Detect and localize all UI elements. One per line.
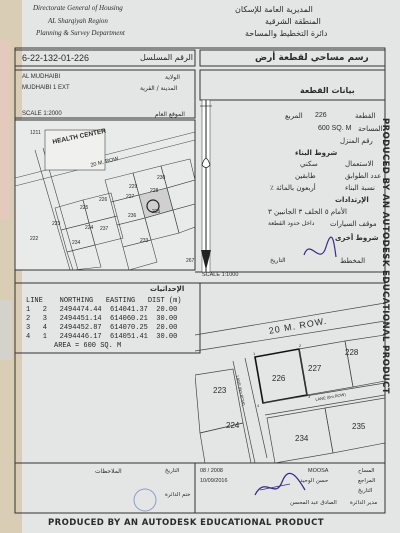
- key-map-lot: 223: [52, 221, 61, 227]
- plot-scale: SCALE 1:1000: [202, 272, 239, 278]
- side-road-label: LANE (6m.ROW): [235, 375, 247, 407]
- coordinates-title: الإحداثيات: [150, 285, 185, 293]
- svg-text:3: 3: [308, 394, 311, 399]
- department-stamp: [132, 487, 158, 513]
- parking-label: موقف السيارات: [330, 220, 377, 228]
- key-map-lot: 237: [100, 226, 109, 232]
- footer-date-label: التاريخ: [165, 468, 180, 474]
- plot-lot-224: 224: [226, 421, 240, 430]
- key-map-lot: 225: [80, 205, 89, 211]
- other-conditions-label: شروط أخرى: [335, 234, 379, 242]
- coverage-label: نسبة البناء: [345, 184, 376, 192]
- surveyor-label: المساح: [358, 468, 375, 474]
- use-value: سكني: [300, 160, 318, 168]
- col-easting: EASTING: [105, 297, 136, 305]
- watermark-right: PRODUCED BY AN AUTODESK EDUCATIONAL PRODUCT: [380, 118, 390, 394]
- coords-row: 1 2 2494474.44 614041.37 20.00: [26, 306, 178, 314]
- svg-text:1: 1: [253, 351, 256, 356]
- plot-lot-223: 223: [213, 386, 227, 395]
- checker-name: حسن الوحيد: [300, 478, 329, 484]
- coords-header: [26, 297, 181, 305]
- north-arrow: [196, 100, 216, 272]
- directorate-title: Directorate General of Housing: [33, 4, 123, 12]
- wilayat-value: AL MUDHAIBI: [22, 74, 61, 80]
- department-title-ar: دائرة التخطيط والمساحة: [245, 29, 328, 38]
- approver-label: مدير الدائرة: [350, 500, 378, 506]
- serial-number: 6-22-132-01-226: [22, 53, 90, 63]
- department-title: Planning & Survey Department: [36, 29, 125, 37]
- coords-row: 2 3 2494451.14 614060.21 30.00: [26, 315, 178, 323]
- coords-row: 3 4 2494452.87 614070.25 20.00: [26, 324, 178, 332]
- general-location-label: الموقع العام: [155, 111, 185, 118]
- issue-date: 10/09/2016: [200, 478, 228, 484]
- col-northing: NORTHING: [59, 297, 94, 305]
- plot-lot-228: 228: [345, 348, 359, 357]
- house-no-label: رقم المنزل: [340, 137, 373, 145]
- stamp-label: ختم الدائرة: [165, 492, 191, 498]
- region-title-ar: المنطقة الشرقية: [265, 17, 321, 26]
- coverage-value: ٪ أربعون بالمائة: [270, 184, 316, 192]
- issue-date-label: التاريخ: [358, 488, 373, 494]
- key-map-scale: SCALE 1:2000: [22, 111, 62, 117]
- key-map-lot: 233: [140, 238, 149, 244]
- key-map-lot: 226: [99, 197, 108, 203]
- block-label: المربع: [285, 112, 303, 120]
- key-map-lot: 236: [128, 213, 137, 219]
- planner-date-label: التاريخ: [270, 257, 286, 264]
- landmark-label: HEALTH CENTER: [52, 127, 107, 146]
- plot-lot-226: 226: [272, 374, 286, 383]
- building-conditions-title: شروط البناء: [295, 149, 338, 157]
- key-map-lot: 235: [152, 209, 161, 215]
- key-map-lot: 227: [126, 194, 135, 200]
- planner-label: المخطط: [340, 257, 366, 265]
- plot-map: [195, 283, 385, 463]
- coords-row: 4 1 2494446.17 614051.41 30.00: [26, 333, 178, 341]
- key-map-lot: 267: [186, 258, 195, 264]
- footer-date: 08 / 2008: [200, 468, 223, 474]
- checker-label: المراجع: [358, 478, 376, 484]
- serial-label: الرقم المسلسل: [140, 53, 194, 62]
- key-map: [15, 120, 195, 270]
- col-dist: DIST (m): [147, 297, 182, 305]
- max-floors-label: عدد الطوابق: [345, 172, 382, 180]
- max-floors-value: طابقين: [295, 172, 316, 180]
- use-label: الاستعمال: [345, 160, 374, 168]
- village-label: المدينة / القرية: [140, 85, 178, 92]
- wilayat-label: الولاية: [165, 74, 180, 81]
- coords-area: AREA = 600 SQ. M: [54, 342, 122, 350]
- key-map-lot: 234: [72, 240, 81, 246]
- region-title: AL Sharqiyah Region: [48, 17, 108, 25]
- landmark-number: 1211: [30, 130, 41, 136]
- lot-label: القطعة: [355, 112, 376, 120]
- signature-2: [300, 235, 340, 270]
- key-map-lot: 222: [30, 236, 39, 242]
- svg-text:4: 4: [257, 403, 260, 408]
- plan-title: رسم مساحي لقطعة أرض: [255, 53, 369, 63]
- plot-lot-227: 227: [308, 364, 322, 373]
- lot-number: 226: [315, 112, 327, 119]
- area-label: المساحة: [358, 125, 383, 133]
- plot-lot-235: 235: [352, 422, 366, 431]
- key-map-lot: 224: [85, 225, 94, 231]
- lane-label: LANE (6m.ROW): [315, 391, 347, 402]
- key-map-lot: 229: [129, 184, 138, 190]
- setbacks-label: الإرتدادات: [335, 196, 369, 204]
- plot-lot-234: 234: [295, 434, 309, 443]
- plot-info-title: بيانات القطعة: [300, 86, 355, 95]
- col-line: LINE: [26, 297, 43, 305]
- directorate-title-ar: المديرية العامة للإسكان: [235, 5, 313, 14]
- approver-name: الصادق عبد المحسن: [290, 500, 337, 506]
- parking-value: داخل حدود القطعة: [268, 220, 315, 227]
- village-value: MUDHAIBI 1 EXT: [22, 85, 70, 91]
- surveyor-name: MOOSA: [308, 468, 329, 474]
- signature: [250, 470, 310, 505]
- watermark-bottom: PRODUCED BY AN AUTODESK EDUCATIONAL PRODUCT: [48, 518, 324, 528]
- plot-road-label: 20 M. ROW.: [268, 315, 328, 336]
- key-map-lot: 230: [157, 175, 166, 181]
- svg-text:2: 2: [299, 343, 302, 348]
- setbacks-value: الأمام ٥ الخلف ٣ الجانبين ٣: [268, 208, 347, 216]
- area-value: 600 SQ. M: [318, 125, 352, 132]
- key-map-road: 20 M. ROW: [90, 156, 120, 169]
- key-map-lot: 228: [150, 188, 159, 194]
- notes-label: الملاحظات: [95, 468, 122, 475]
